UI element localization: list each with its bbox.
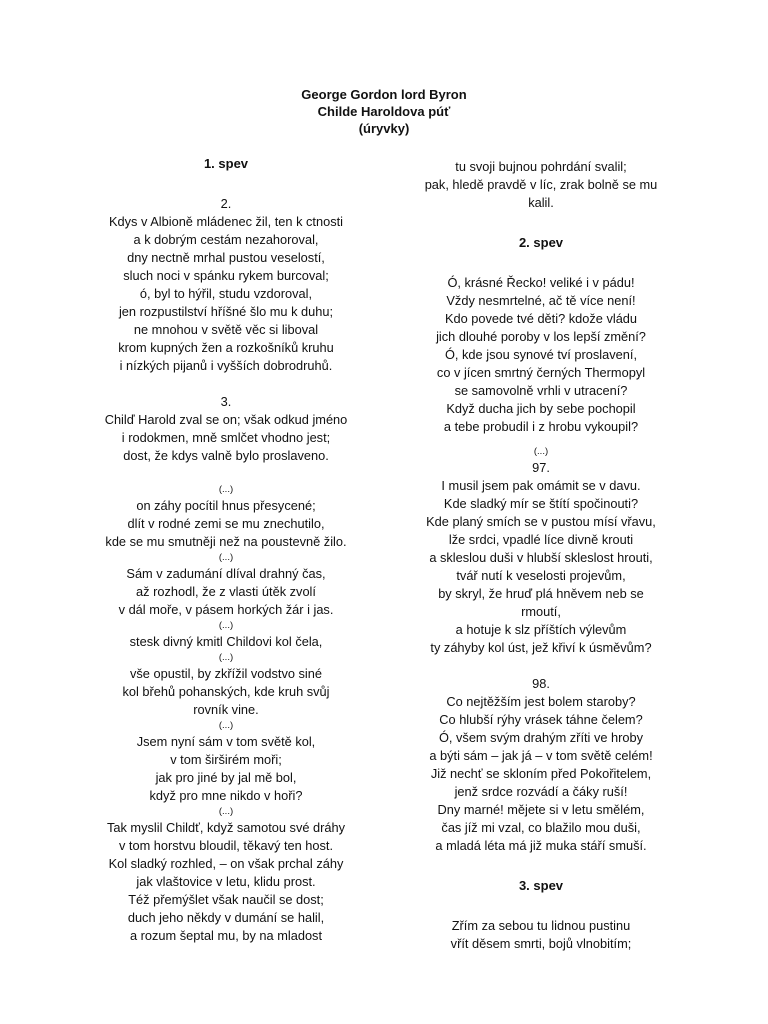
canto-1-heading: 1. spev: [203, 156, 249, 171]
work-title: Childe Haroldova púť: [317, 104, 451, 119]
verse-line: krom kupných žen a rozkošníků kruhu: [118, 340, 334, 355]
stanza-98: [402, 693, 680, 855]
verse-line: jak pro jiné by jal mě bol,: [155, 770, 297, 785]
verse-line: I musil jsem pak omámit se v davu.: [441, 478, 641, 493]
verse-line: až rozhodl, že z vlasti útěk zvolí: [136, 584, 316, 599]
omission-mark: (...): [218, 620, 234, 631]
verse-line: a skleslou duši v hlubší skleslost hrouti,: [429, 550, 653, 565]
stanza-2: [68, 213, 384, 375]
verse-line: čas jíž mi vzal, co blažilo mou duši,: [441, 820, 641, 835]
verse-line: Ó, kde jsou synové tví proslavení,: [444, 347, 638, 362]
verse-line: Co nejtěžším jest bolem staroby?: [446, 694, 636, 709]
verse-line: dlít v rodné zemi se mu znechutilo,: [127, 516, 325, 531]
verse-line: Kdys v Albioně mládenec žil, ten k ctnosti: [108, 214, 344, 229]
verse-line: Již nechť se skloním před Pokořitelem,: [430, 766, 652, 781]
verse-line: Jsem nyní sám v tom světě kol,: [136, 734, 316, 749]
author-name: George Gordon lord Byron: [301, 87, 467, 102]
verse-line: jich dlouhé poroby v los lepší změní?: [436, 329, 646, 344]
verse-line: a tebe probudil i z hrobu vykoupil?: [443, 419, 639, 434]
verse-line: a mladá léta má již muka stáří smuší.: [435, 838, 647, 853]
verse-line: Ó, všem svým drahým zříti ve hroby: [438, 730, 644, 745]
title-block: [0, 86, 768, 137]
verse-line: stesk divný kmitl Childovi kol čela,: [129, 634, 323, 649]
verse-line: jak vlaštovice v letu, klidu prost.: [136, 874, 316, 889]
omission-mark: (...): [218, 806, 234, 817]
verse-line: se samovolně vrhli v utracení?: [454, 383, 628, 398]
verse-line: tvář nutí k veselosti projevům,: [456, 568, 626, 583]
verse-line: i rodokmen, mně smlčet vhodno jest;: [121, 430, 331, 445]
verse-line: ó, byl to hýřil, studu vzdoroval,: [139, 286, 313, 301]
stanza-2-number: 2.: [220, 196, 232, 211]
verse-line: Kde planý smích se v pustou mísí vřavu,: [426, 514, 656, 529]
verse-line: kol břehů pohanských, kde kruh svůj: [122, 684, 330, 699]
canto-3-stanza: [402, 917, 680, 953]
verse-line: rovník vine.: [193, 702, 259, 717]
verse-line: Kde sladký mír se štítí spočinouti?: [443, 496, 639, 511]
work-subtitle: (úryvky): [358, 121, 410, 136]
verse-line: i nízkých pijanů i vyšších dobrodruhů.: [119, 358, 333, 373]
verse-line: dny nectně mrhal pustou veselostí,: [127, 250, 325, 265]
verse-line: v tom horstvu bloudil, těkavý ten host.: [118, 838, 334, 853]
verse-line: v dál moře, v pásem horkých žár i jas.: [118, 602, 334, 617]
verse-line: jenž srdce rozvádí a čáky ruší!: [454, 784, 628, 799]
verse-line: v tom širširém moři;: [170, 752, 282, 767]
verse-line: kde se mu smutněji než na poustevně žilo.: [105, 534, 347, 549]
verse-line: a hotuje k slz příštích výlevům: [455, 622, 627, 637]
verse-line: jen rozpustilství hříšné šlo mu k duhu;: [118, 304, 334, 319]
canto-2-heading: 2. spev: [518, 235, 564, 250]
verse-line: lže srdci, vpadlé líce divně krouti: [448, 532, 634, 547]
stanza-97: [402, 477, 680, 657]
verse-line: Co hlubší rýhy vrásek táhne čelem?: [439, 712, 643, 727]
verse-line: a býti sám – jak já – v tom světě celém!: [429, 748, 653, 763]
omission-mark: (...): [533, 446, 549, 457]
omission-mark: (...): [218, 652, 234, 663]
verse-line: co v jícen smrtný černých Thermopyl: [436, 365, 646, 380]
verse-line: Dny marné! mějete si v letu smělém,: [437, 802, 645, 817]
verse-line: Ó, krásné Řecko! veliké i v pádu!: [447, 275, 635, 290]
verse-line: když pro mne nikdo v hoři?: [149, 788, 303, 803]
verse-line: a rozum šeptal mu, by na mladost: [129, 928, 323, 943]
right-column: [402, 158, 680, 953]
omission-mark: (...): [218, 484, 234, 495]
canto-2-stanza: [402, 274, 680, 436]
stanza-98-number: 98.: [532, 676, 550, 691]
verse-line: vřít děsem smrti, bojů vlnobitím;: [450, 936, 632, 951]
omission-mark: (...): [218, 552, 234, 563]
stanza-3-number: 3.: [220, 394, 232, 409]
verse-line: vše opustil, by zkřížil vodstvo siné: [129, 666, 323, 681]
verse-line: dost, že kdys valně bylo proslaveno.: [123, 448, 329, 463]
canto-3-heading: 3. spev: [518, 878, 564, 893]
verse-line: on záhy pocítil hnus přesycené;: [136, 498, 316, 513]
verse-line: Když ducha jich by sebe pochopil: [446, 401, 636, 416]
verse-line: kalil.: [528, 195, 554, 210]
verse-line: Sám v zadumání dlíval drahný čas,: [126, 566, 326, 581]
verse-line: ne mnohou v světě věc si liboval: [133, 322, 319, 337]
omission-mark: (...): [218, 720, 234, 731]
verse-line: Chilď Harold zval se on; však odkud jméno: [104, 412, 348, 427]
stanza-97-number: 97.: [532, 460, 550, 475]
verse-line: Zřím za sebou tu lidnou pustinu: [451, 918, 631, 933]
verse-line: by skryl, že hruď plá hněvem neb se: [438, 586, 644, 601]
verse-line: Tak myslil Childť, když samotou své dráhy: [106, 820, 346, 835]
verse-line: Kdo povede tvé děti? kdože vládu: [444, 311, 638, 326]
stanza-3: [68, 411, 384, 465]
verse-line: duch jeho někdy v dumání se halil,: [127, 910, 325, 925]
verse-line: tu svoji bujnou pohrdání svalil;: [455, 159, 627, 174]
left-column: [68, 155, 384, 945]
verse-line: Též přemýšlet však naučil se dost;: [128, 892, 324, 907]
verse-line: sluch noci v spánku rykem burcoval;: [123, 268, 329, 283]
verse-line: a k dobrým cestám nezahoroval,: [133, 232, 319, 247]
verse-line: pak, hledě pravdě v líc, zrak bolně se mu: [424, 177, 658, 192]
verse-line: Vždy nesmrtelné, ač tě více není!: [446, 293, 636, 308]
verse-line: Kol sladký rozhled, – on však prchal záhy: [108, 856, 344, 871]
verse-line: ty záhyby kol úst, jež křiví k úsměvům?: [430, 640, 652, 655]
verse-line: rmoutí,: [521, 604, 561, 619]
